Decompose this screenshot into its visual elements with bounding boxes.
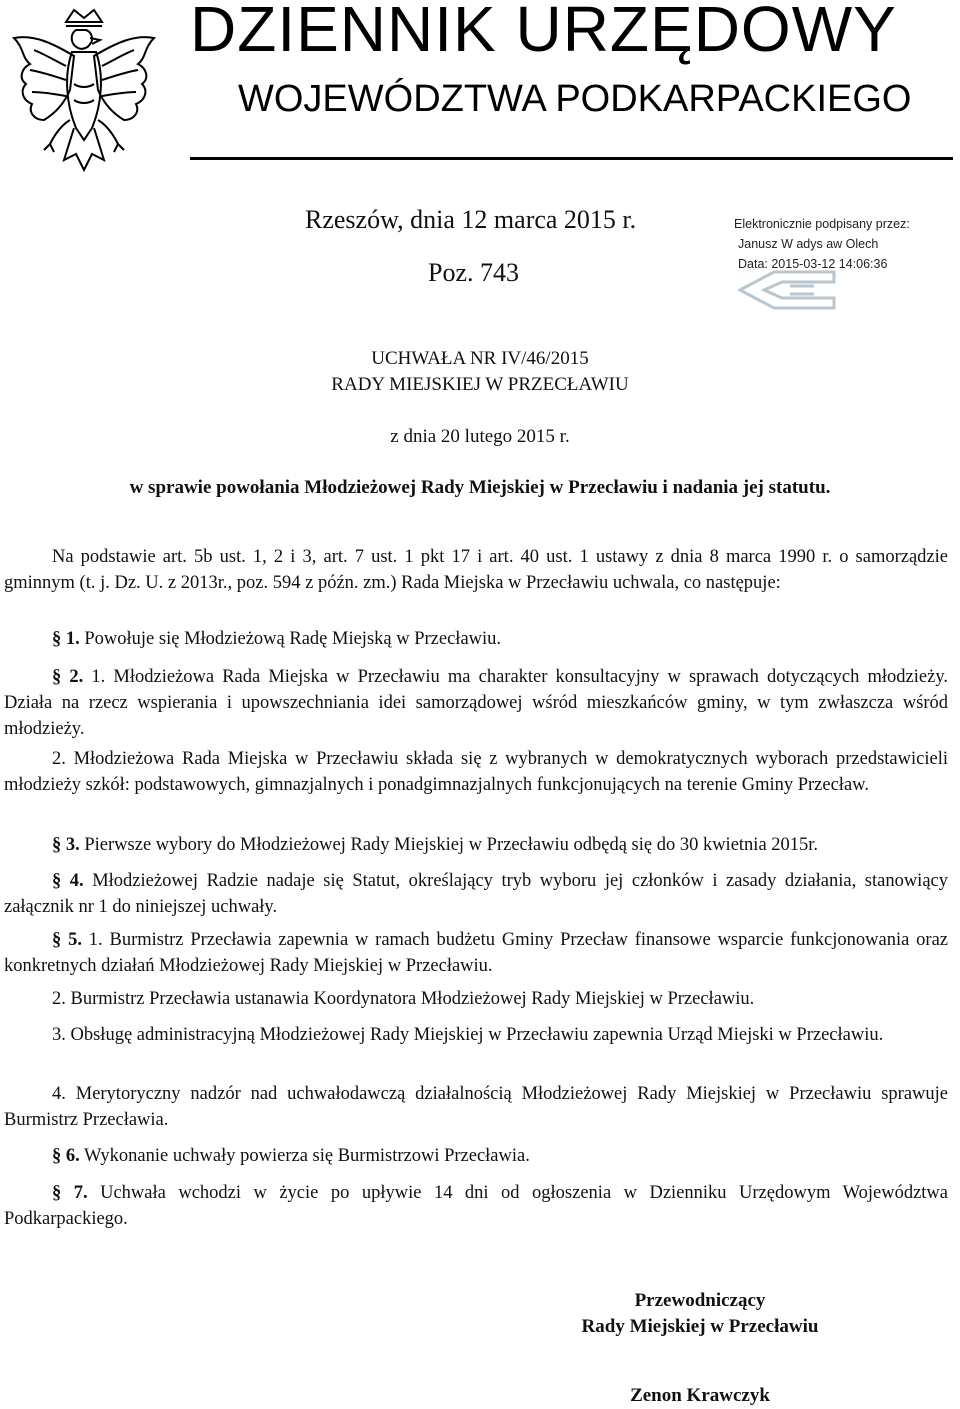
resolution-date: z dnia 20 lutego 2015 r. [390,426,570,447]
signature-label: Elektronicznie podpisany przez: [734,217,910,231]
position-number: Poz. 743 [428,258,519,287]
signature-seal-icon [734,264,844,314]
paragraph-5-item-1 [4,927,948,979]
preamble: Na podstawie art. 5b ust. 1, 2 i 3, art. 7 ust. 1 pkt 17 i art. 40 ust. 1 ustawy z dnia 8 marca 1990 r. o samorządzie gminnym (t. j. Dz. U. z 2013r., poz. 594 z późn. zm.) Rada Miejska w Przecławiu uchwala, co następuje: [4,547,948,593]
paragraph-5-item-3 [4,1022,948,1048]
signatory-title-line-1: Przewodniczący [634,1290,766,1311]
paragraph-number: § 7. [52,1183,88,1203]
paragraph-3 [4,832,948,858]
signatory-name: Zenon Krawczyk [630,1385,770,1406]
paragraph-7 [4,1180,948,1232]
white-eagle-emblem-icon [4,4,164,180]
electronic-signature-box [730,214,950,314]
paragraph-text: Powołuje się Młodzieżową Radę Miejską w Przecławiu. [79,629,502,649]
signature-signer: Janusz W adys aw Olech [738,237,879,251]
paragraph-4 [4,868,948,920]
resolution-issuer: RADY MIEJSKIEJ W PRZECŁAWIU [331,374,629,395]
paragraph-text: Uchwała wchodzi w życie po upływie 14 dni od ogłoszenia w Dzienniku Urzędowym Województwa Podkarpackiego. [4,1183,948,1229]
signatory-title [520,1288,880,1340]
header-divider [190,157,953,160]
paragraph-6 [4,1143,948,1169]
paragraph-2-item-1 [4,664,948,742]
paragraph-text: Wykonanie uchwały powierza się Burmistrzowi Przecławia. [79,1146,530,1166]
paragraph-text: Młodzieżowej Radzie nadaje się Statut, określający tryb wyboru jej członków i zasady działania, stanowiący załącznik nr 1 do niniejszej uchwały. [4,871,948,917]
paragraph-number: § 3. [52,835,80,855]
paragraph-text: 2. Młodzieżowa Rada Miejska w Przecławiu składa się z wybranych w demokratycznych wyborach przedstawicieli młodzieży szkół: podstawowych, gimnazjalnych i ponadgimnazjalnych funkcjonujących na terenie Gminy Przecław. [4,749,948,795]
paragraph-number: § 1. [52,629,80,649]
paragraph-number: § 5. [52,930,82,950]
signatory-title-line-2: Rady Miejskiej w Przecławiu [581,1316,819,1337]
paragraph-text: 2. Burmistrz Przecławia ustanawia Koordynatora Młodzieżowej Rady Miejskiej w Przecławiu. [52,989,755,1009]
place-date: Rzeszów, dnia 12 marca 2015 r. [305,205,637,234]
resolution-number: UCHWAŁA NR IV/46/2015 [371,348,589,369]
paragraph-text: 3. Obsługę administracyjną Młodzieżowej Rady Miejskiej w Przecławiu zapewnia Urząd Miejski w Przecławiu. [52,1025,884,1045]
paragraph-5-item-2 [4,986,948,1012]
paragraph-1 [4,626,948,652]
paragraph-text: 1. Młodzieżowa Rada Miejska w Przecławiu ma charakter konsultacyjny w sprawach dotyczących młodzieży. Działa na rzecz wspierania i upowszechniania idei samorządowej wśród mieszkańców gminy, w tym zwłaszcza wśród młodzieży. [4,667,948,739]
signature-date: Data: 2015-03-12 14:06:36 [738,257,888,271]
paragraph-2-item-2 [4,746,948,798]
paragraph-text: 1. Burmistrz Przecławia zapewnia w ramach budżetu Gminy Przecław finansowe wsparcie funkcjonowania oraz konkretnych działań Młodzieżowej Rady Miejskiej w Przecławiu. [4,930,948,976]
paragraph-number: § 6. [52,1146,80,1166]
paragraph-number: § 2. [52,667,84,687]
paragraph-5-item-4 [4,1081,948,1133]
journal-title: DZIENNIK URZĘDOWY [190,0,897,65]
paragraph-text: Pierwsze wybory do Młodzieżowej Rady Miejskiej w Przecławiu odbędą się do 30 kwietnia 2015r. [79,835,819,855]
paragraph-number: § 4. [52,871,84,891]
journal-subtitle: WOJEWÓDZTWA PODKARPACKIEGO [238,78,912,120]
paragraph-text: 4. Merytoryczny nadzór nad uchwałodawczą działalnością Młodzieżowej Rady Miejskiej w Przecławiu sprawuje Burmistrz Przecławia. [4,1084,948,1130]
resolution-subject: w sprawie powołania Młodzieżowej Rady Miejskiej w Przecławiu i nadania jej statutu. [129,477,831,498]
